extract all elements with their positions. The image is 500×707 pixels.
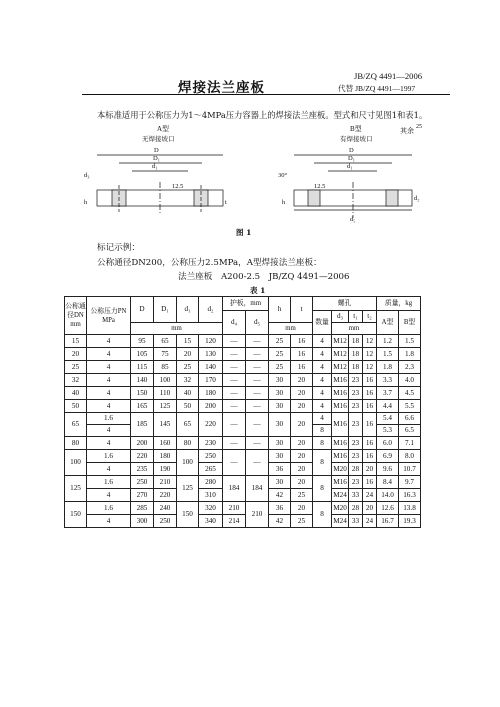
cell-pn: 4 [87,437,131,450]
cell-qty: 8 [313,476,332,502]
cell-dn: 40 [65,387,87,400]
cell-d5: — [246,437,269,450]
cell-mass-a: 1.2 [377,335,399,348]
cell-t: 20 [291,476,313,489]
cell-d4: — [223,335,246,348]
cell-t1: 18 [349,335,363,348]
cell-D: 270 [131,489,154,502]
cell-t2: 24 [363,489,377,502]
replaces-standard: 代替 JB/ZQ 4491—1997 [338,84,416,93]
cell-t2: 16 [363,374,377,387]
cell-t1: 33 [349,489,363,502]
cell-d2: 220 [199,413,223,437]
cell-mass-b: 6.5 [399,425,421,437]
cell-d1: 15 [177,335,199,348]
cell-D1: 190 [154,463,177,476]
cell-h: 30 [269,387,291,400]
cell-d4: 210 [223,502,246,515]
cell-D1: 110 [154,387,177,400]
cell-t: 20 [291,413,313,437]
cell-mass-b: 1.8 [399,348,421,361]
cell-d5: — [246,374,269,387]
cell-t1: 28 [349,463,363,476]
cell-d3: M16 [332,387,349,400]
cell-D1: 85 [154,361,177,374]
cell-d1: 100 [177,450,199,476]
cell-t1: 23 [349,374,363,387]
cell-d5: — [246,413,269,437]
cell-mass-a: 16.7 [377,515,399,528]
cell-d1: 80 [177,437,199,450]
cell-d4: — [223,413,246,437]
cell-mass-a: 14.0 [377,489,399,502]
cell-d2: 230 [199,437,223,450]
cell-d2: 250 [199,450,223,463]
cell-t2: 16 [363,413,377,437]
cell-h: 30 [269,450,291,463]
hdr-pn: 公称压力PN MPa [87,297,131,335]
cell-mass-b: 4.0 [399,374,421,387]
cell-d4: — [223,387,246,400]
cell-D: 300 [131,515,154,528]
cell-pn: 1.6 [87,476,131,489]
marking-designation: 法兰座板 A200-2.5 JB/ZQ 4491—2006 [178,272,350,282]
type-a-drawing [84,124,227,215]
hdr-bolt-mm: mm [332,323,377,335]
cell-dn: 100 [65,450,87,476]
cell-t: 25 [291,489,313,502]
cell-d2: 200 [199,400,223,413]
cell-d3: M16 [332,437,349,450]
cell-d4: — [223,437,246,450]
cell-qty: 4 [313,361,332,374]
cell-t: 20 [291,437,313,450]
cell-qty: 8 [313,437,332,450]
dim-d3: d₃ [84,172,90,179]
cell-h: 30 [269,374,291,387]
cell-t1: 23 [349,387,363,400]
cell-qty: 4 [313,335,332,348]
hdr-d3: d₃ [332,311,349,323]
hdr-mm: mm [131,323,223,335]
table-row [65,348,421,361]
cell-d1: 65 [177,413,199,437]
cell-D: 185 [131,413,154,437]
cell-d3: M16 [332,476,349,489]
cell-pn: 4 [87,425,131,437]
cell-d3: M12 [332,348,349,361]
cell-d4: — [223,400,246,413]
cell-t1: 18 [349,348,363,361]
rest-roughness-label: 其余 [400,127,414,135]
cell-t1: 33 [349,515,363,528]
hdr-mass-a: A型 [377,311,399,335]
hdr-t: t [291,297,313,323]
cell-t2: 16 [363,437,377,450]
cell-mass-a: 12.6 [377,502,399,515]
cell-D1: 75 [154,348,177,361]
cell-D: 220 [131,450,154,463]
cell-t: 16 [291,348,313,361]
cell-h: 36 [269,463,291,476]
angle-label: 30° [278,172,288,179]
cell-t: 20 [291,400,313,413]
figure-caption: 图 1 [236,228,252,237]
hdr-d5: d₅ [246,311,269,335]
cell-h: 30 [269,476,291,489]
cell-t2: 12 [363,361,377,374]
cell-pn: 1.6 [87,502,131,515]
standard-code: JB/ZQ 4491—2006 [354,71,423,81]
cell-t1: 18 [349,361,363,374]
hdr-h: h [269,297,291,323]
table-row [65,335,421,348]
cell-D1: 125 [154,400,177,413]
dim-t-a: t [225,199,227,206]
table-caption: 表 1 [250,286,266,295]
rest-roughness-value: 25 [416,124,422,130]
cell-mass-b: 2.3 [399,361,421,374]
flange-drawings [82,120,422,225]
cell-d2: 140 [199,361,223,374]
cell-t: 20 [291,450,313,463]
table-row [65,400,421,413]
dim-h-a: h [84,199,88,206]
cell-d2: 170 [199,374,223,387]
cell-t2: 12 [363,348,377,361]
cell-d4: — [223,450,246,476]
cell-d3: M24 [332,489,349,502]
type-b-subtitle: 有焊接坡口 [340,136,373,143]
cell-d2: 340 [199,515,223,528]
cell-mass-a: 4.4 [377,400,399,413]
cell-pn: 4 [87,400,131,413]
cell-mass-a: 1.5 [377,348,399,361]
cell-pn: 4 [87,463,131,476]
cell-d3: M12 [332,361,349,374]
cell-qty: 8 [313,450,332,476]
cell-t: 25 [291,515,313,528]
cell-h: 36 [269,502,291,515]
cell-dn: 150 [65,502,87,528]
cell-pn: 4 [87,374,131,387]
cell-D: 165 [131,400,154,413]
dim-d5: d₅ [350,216,356,223]
cell-pn: 4 [87,361,131,374]
cell-mass-a: 8.4 [377,476,399,489]
cell-t1: 23 [349,437,363,450]
hdr-bolt: 螺孔 [313,297,377,311]
cell-d1: 20 [177,348,199,361]
hdr-mm-2: mm [269,323,313,335]
cell-mass-b: 9.7 [399,476,421,489]
scope-paragraph: 本标准适用于公称压力为1～4MPa压力容器上的焊接法兰座板。型式和尺寸见图1和表1。 [97,110,428,120]
cell-dn: 32 [65,374,87,387]
cell-D1: 240 [154,502,177,515]
hdr-mass: 质量，kg [377,297,421,311]
cell-t2: 16 [363,400,377,413]
cell-pn: 1.6 [87,450,131,463]
cell-pn: 4 [87,515,131,528]
cell-t: 20 [291,463,313,476]
hdr-qty: 数量 [313,311,332,335]
cell-d1: 125 [177,476,199,502]
cell-dn: 80 [65,437,87,450]
dim-d1: d₁ [152,163,158,170]
flange-spec-table [64,296,421,528]
hdr-d1: d₁ [177,297,199,323]
cell-t1: 23 [349,400,363,413]
cell-d5: 210 [246,502,269,528]
cell-d5: — [246,361,269,374]
dim-D1-b: D₁ [348,155,355,162]
roughness-b: 12.5 [314,183,326,190]
cell-mass-b: 16.3 [399,489,421,502]
cell-t: 20 [291,502,313,515]
cell-pn: 4 [87,489,131,502]
cell-t2: 24 [363,515,377,528]
cell-d4: — [223,361,246,374]
cell-d4: 184 [223,476,246,502]
cell-mass-b: 5.5 [399,400,421,413]
cell-h: 30 [269,413,291,437]
cell-d3: M24 [332,515,349,528]
cell-D: 250 [131,476,154,489]
cell-d2: 280 [199,476,223,489]
hdr-t2: t₂ [363,311,377,323]
cell-mass-a: 5.4 [377,413,399,425]
cell-D: 140 [131,374,154,387]
cell-dn: 25 [65,361,87,374]
marking-heading: 标记示例： [97,243,140,253]
cell-qty: 8 [313,502,332,528]
hdr-dn: 公称通径DN mm [65,297,87,335]
hdr-t1: t₁ [349,311,363,323]
cell-mass-a: 9.6 [377,463,399,476]
cell-d2: 130 [199,348,223,361]
cell-mass-b: 4.5 [399,387,421,400]
cell-D: 105 [131,348,154,361]
cell-qty: 4 [313,400,332,413]
cell-mass-a: 6.0 [377,437,399,450]
cell-h: 42 [269,489,291,502]
cell-qty: 4 [313,387,332,400]
cell-qty: 4 [313,413,332,425]
cell-t2: 20 [363,502,377,515]
cell-mass-a: 6.9 [377,450,399,463]
cell-D: 200 [131,437,154,450]
cell-d3: M20 [332,463,349,476]
table-row [65,361,421,374]
cell-h: 30 [269,400,291,413]
cell-d4: — [223,348,246,361]
roughness-a: 12.5 [172,183,184,190]
cell-D1: 160 [154,437,177,450]
cell-d2: 265 [199,463,223,476]
type-b-title: B型 [350,125,362,133]
dim-d2-b: d₂ [414,195,420,202]
cell-qty: 4 [313,348,332,361]
cell-D: 95 [131,335,154,348]
cell-d2: 310 [199,489,223,502]
cell-mass-b: 1.5 [399,335,421,348]
cell-t2: 20 [363,463,377,476]
cell-d3: M16 [332,450,349,463]
cell-t1: 23 [349,413,363,437]
cell-D1: 210 [154,476,177,489]
cell-mass-b: 6.6 [399,413,421,425]
title-rule [82,94,450,95]
cell-t1: 28 [349,502,363,515]
cell-d1: 25 [177,361,199,374]
hdr-D1: D₁ [154,297,177,323]
cell-d1: 32 [177,374,199,387]
cell-dn: 125 [65,476,87,502]
cell-mass-a: 3.7 [377,387,399,400]
cell-mass-b: 13.8 [399,502,421,515]
cell-d5: — [246,387,269,400]
cell-d2: 120 [199,335,223,348]
cell-d1: 150 [177,502,199,528]
hdr-neck: 护板，mm [223,297,269,311]
cell-D1: 220 [154,489,177,502]
cell-D1: 250 [154,515,177,528]
cell-h: 42 [269,515,291,528]
table-row [65,387,421,400]
cell-mass-b: 19.3 [399,515,421,528]
cell-t2: 16 [363,387,377,400]
cell-d3: M16 [332,413,349,437]
dim-D-b: D [349,147,354,154]
cell-t2: 12 [363,335,377,348]
hdr-D: D [131,297,154,323]
cell-d3: M16 [332,400,349,413]
hdr-d2: d₂ [199,297,223,323]
table-row [65,374,421,387]
cell-pn: 4 [87,387,131,400]
hdr-mass-b: B型 [399,311,421,335]
cell-D: 285 [131,502,154,515]
cell-mass-b: 8.0 [399,450,421,463]
cell-d1: 40 [177,387,199,400]
cell-t2: 16 [363,476,377,489]
cell-d5: — [246,348,269,361]
cell-D: 115 [131,361,154,374]
cell-d1: 50 [177,400,199,413]
cell-qty: 8 [313,425,332,437]
cell-t: 16 [291,335,313,348]
cell-d5: 184 [246,476,269,502]
cell-d3: M16 [332,374,349,387]
cell-D1: 100 [154,374,177,387]
cell-h: 25 [269,348,291,361]
cell-h: 25 [269,361,291,374]
document-title: 焊接法兰座板 [178,80,265,96]
cell-qty: 4 [313,374,332,387]
marking-example: 公称通径DN200，公称压力2.5MPa，A型焊接法兰座板： [97,258,322,268]
cell-mass-b: 10.7 [399,463,421,476]
cell-pn: 4 [87,335,131,348]
cell-d4: 214 [223,515,246,528]
cell-mass-b: 7.1 [399,437,421,450]
cell-dn: 65 [65,413,87,437]
cell-h: 25 [269,335,291,348]
cell-D: 150 [131,387,154,400]
type-b-drawing [278,124,422,223]
cell-t2: 16 [363,450,377,463]
dim-d1-b: d₁ [347,163,353,170]
cell-D1: 65 [154,335,177,348]
dim-h-b: h [282,199,286,206]
cell-dn: 20 [65,348,87,361]
cell-t: 16 [291,361,313,374]
cell-D1: 180 [154,450,177,463]
cell-dn: 50 [65,400,87,413]
cell-pn: 1.6 [87,413,131,425]
cell-t1: 23 [349,476,363,489]
cell-t1: 23 [349,450,363,463]
type-a-subtitle: 无焊接坡口 [142,136,175,143]
cell-d4: — [223,374,246,387]
cell-t: 20 [291,374,313,387]
dim-D: D [154,147,159,154]
hdr-d4: d₄ [223,311,246,335]
cell-d3: M20 [332,502,349,515]
type-a-title: A型 [157,125,170,133]
cell-D: 235 [131,463,154,476]
cell-mass-a: 1.8 [377,361,399,374]
cell-d5: — [246,450,269,476]
cell-d5: — [246,400,269,413]
cell-h: 30 [269,437,291,450]
cell-mass-a: 3.3 [377,374,399,387]
cell-t: 20 [291,387,313,400]
cell-d2: 320 [199,502,223,515]
cell-d5: — [246,335,269,348]
cell-D1: 145 [154,413,177,437]
cell-d3: M12 [332,335,349,348]
dim-D1: D₁ [153,155,160,162]
cell-d2: 180 [199,387,223,400]
cell-mass-a: 5.3 [377,425,399,437]
cell-pn: 4 [87,348,131,361]
cell-dn: 15 [65,335,87,348]
